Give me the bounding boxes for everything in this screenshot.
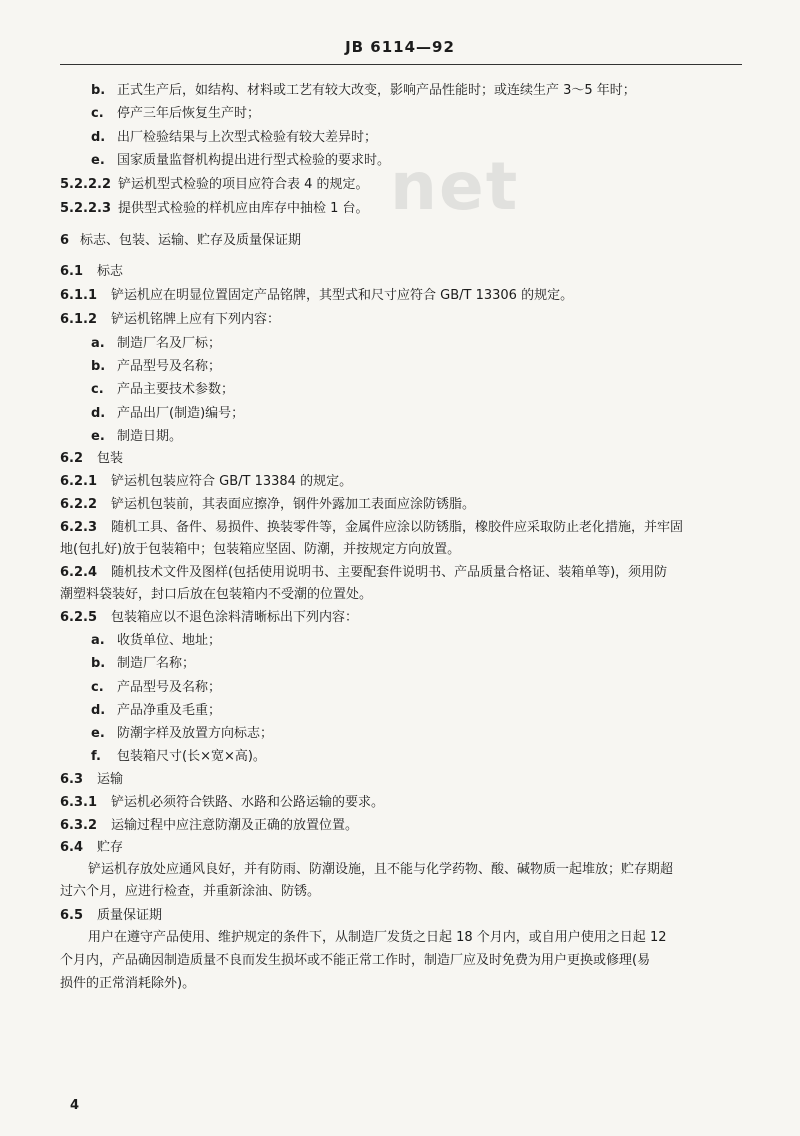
clause-number: 6.2.4 (60, 565, 98, 580)
clause-text: 出厂检验结果与上次型式检验有较大差异时； (117, 130, 378, 145)
clause-text: 国家质量监督机构提出进行型式检验的要求时。 (117, 153, 391, 168)
clause-number: 6.2 (60, 451, 84, 466)
watermark: net (390, 148, 520, 225)
clause-number: 6 (60, 233, 70, 248)
clause-text: 标志、包装、运输、贮存及质量保证期 (80, 233, 302, 248)
clause-number: 6.4 (60, 840, 84, 855)
clause-number: a. (91, 633, 105, 648)
clause-number: 6.1.1 (60, 288, 98, 303)
clause-text: 随机技术文件及图样(包括使用说明书、主要配套件说明书、产品质量合格证、装箱单等)，须用防 (111, 565, 668, 580)
clause-text: 用户在遵守产品使用、维护规定的条件下，从制造厂发货之日起 18 个月内，或自用户使用之日起 12 (88, 930, 667, 945)
clause-text: 产品主要技术参数； (117, 382, 235, 397)
clause-number: c. (91, 382, 104, 397)
clause-text: 产品净重及毛重； (117, 703, 222, 718)
clause-number: f. (91, 749, 101, 764)
clause-text: 地(包扎好)放于包装箱中；包装箱应坚固、防潮，并按规定方向放置。 (60, 542, 461, 557)
clause-text: 运输过程中应注意防潮及正确的放置位置。 (111, 818, 359, 833)
clause-text: 铲运机应在明显位置固定产品铭牌，其型式和尺寸应符合 GB/T 13306 的规定。 (111, 288, 574, 303)
clause-text: 收货单位、地址； (117, 633, 222, 648)
clause-text: 质量保证期 (97, 908, 163, 923)
clause-number: d. (91, 703, 106, 718)
clause-number: b. (91, 656, 106, 671)
document-code-header: JB 6114—92 (345, 38, 455, 56)
clause-text: 产品型号及名称； (117, 359, 222, 374)
clause-text: 运输 (97, 772, 124, 787)
clause-text: 正式生产后，如结构、材料或工艺有较大改变，影响产品性能时；或连续生产 3～5 年时； (117, 83, 636, 98)
clause-text: 停产三年后恢复生产时； (117, 106, 261, 121)
clause-text: 铲运机型式检验的项目应符合表 4 的规定。 (118, 177, 369, 192)
page-number: 4 (70, 1098, 80, 1113)
clause-text: 标志 (97, 264, 124, 279)
clause-text: 包装箱应以不退色涂料清晰标出下列内容： (111, 610, 359, 625)
header-rule (60, 64, 742, 65)
clause-number: e. (91, 153, 105, 168)
clause-text: 损件的正常消耗除外)。 (60, 976, 196, 991)
clause-text: 个月内，产品确因制造质量不良而发生损坏或不能正常工作时，制造厂应及时免费为用户更换或修理(易 (60, 953, 651, 968)
clause-number: 6.5 (60, 908, 84, 923)
clause-text: 产品出厂(制造)编号； (117, 406, 245, 421)
clause-number: d. (91, 406, 106, 421)
clause-text: 随机工具、备件、易损件、换装零件等，金属件应涂以防锈脂，橡胶件应采取防止老化措施，并牢固 (111, 520, 684, 535)
clause-number: 6.2.1 (60, 474, 98, 489)
clause-text: 过六个月，应进行检查，并重新涂油、防锈。 (60, 884, 321, 899)
clause-number: 6.1 (60, 264, 84, 279)
clause-number: 6.1.2 (60, 312, 98, 327)
clause-text: 产品型号及名称； (117, 680, 222, 695)
clause-number: e. (91, 429, 105, 444)
clause-number: d. (91, 130, 106, 145)
clause-number: 5.2.2.2 (60, 177, 111, 192)
clause-number: c. (91, 680, 104, 695)
clause-number: b. (91, 359, 106, 374)
clause-number: 6.3.1 (60, 795, 98, 810)
clause-text: 铲运机必须符合铁路、水路和公路运输的要求。 (111, 795, 385, 810)
clause-text: 铲运机铭牌上应有下列内容： (111, 312, 281, 327)
clause-text: 贮存 (97, 840, 124, 855)
clause-text: 制造厂名称； (117, 656, 196, 671)
clause-number: 5.2.2.3 (60, 201, 111, 216)
clause-number: 6.2.5 (60, 610, 98, 625)
clause-number: 6.2.3 (60, 520, 98, 535)
clause-number: 6.3.2 (60, 818, 98, 833)
clause-text: 铲运机包装前，其表面应擦净，钢件外露加工表面应涂防锈脂。 (111, 497, 476, 512)
clause-number: 6.2.2 (60, 497, 98, 512)
clause-number: e. (91, 726, 105, 741)
clause-text: 铲运机包装应符合 GB/T 13384 的规定。 (111, 474, 353, 489)
clause-text: 制造日期。 (117, 429, 183, 444)
clause-text: 防潮字样及放置方向标志； (117, 726, 274, 741)
clause-text: 制造厂名及厂标； (117, 336, 222, 351)
clause-number: a. (91, 336, 105, 351)
clause-text: 包装箱尺寸(长×宽×高)。 (117, 749, 266, 764)
clause-text: 提供型式检验的样机应由库存中抽检 1 台。 (118, 201, 369, 216)
clause-number: b. (91, 83, 106, 98)
clause-text: 潮塑料袋装好，封口后放在包装箱内不受潮的位置处。 (60, 587, 373, 602)
clause-text: 铲运机存放处应通风良好，并有防雨、防潮设施，且不能与化学药物、酸、碱物质一起堆放；贮存期超 (88, 862, 674, 877)
clause-number: c. (91, 106, 104, 121)
clause-number: 6.3 (60, 772, 84, 787)
clause-text: 包装 (97, 451, 124, 466)
